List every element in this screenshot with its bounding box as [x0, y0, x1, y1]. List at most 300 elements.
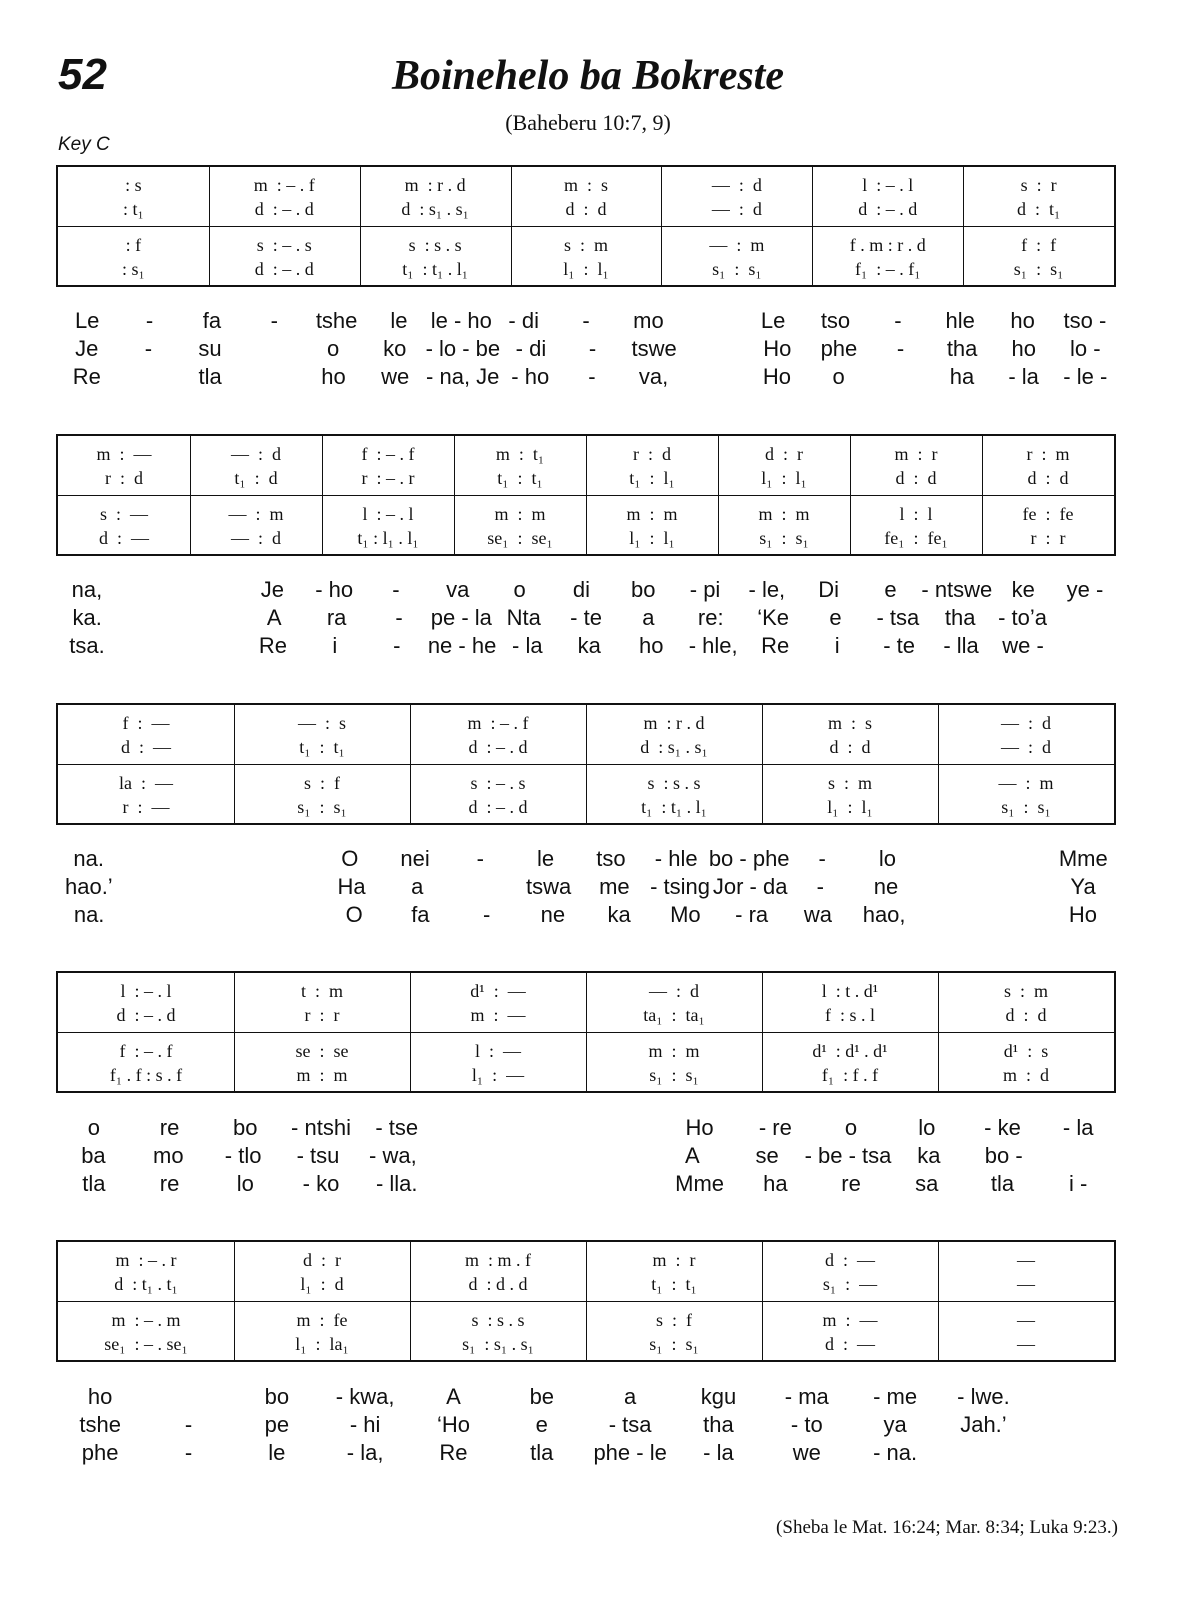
note-cell: s : f [304, 773, 340, 793]
verse-1-line [56, 307, 1116, 335]
verse-1-line [56, 845, 1116, 873]
lyric-syllable [241, 363, 303, 391]
note-cell: m : m [758, 504, 810, 524]
note-cell: d¹ : — [470, 981, 526, 1001]
lyric-syllable: tswa [526, 874, 572, 899]
note-cell: l : l [899, 504, 933, 524]
lyric-syllable: - [482, 902, 491, 927]
verse-1-line [56, 1114, 1116, 1142]
lyric-syllable: - tse [375, 1115, 419, 1140]
note-cell: l₁ : — [471, 1065, 525, 1085]
note-cell: m : — [96, 444, 152, 464]
lyric-syllable: ka [607, 902, 631, 927]
lyric-syllable [450, 873, 516, 901]
lyric-syllable: e [884, 577, 897, 602]
lyric-syllable: - [392, 577, 400, 602]
note-cell: fe₁ : fe₁ [884, 528, 948, 548]
lyric-syllable: ‘Ke [757, 605, 790, 630]
verse-3-line [56, 363, 1116, 391]
bass-notes [58, 1332, 1114, 1356]
lyric-syllable: - pi [689, 577, 721, 602]
lyric-syllable: re [841, 1171, 861, 1196]
note-cell: l₁ : la₁ [295, 1334, 349, 1354]
note-cell: d : — [824, 1250, 875, 1270]
note-cell: s : r [1020, 175, 1057, 195]
lyric-syllable: a [642, 605, 655, 630]
note-cell: r : r [304, 1005, 340, 1025]
note-cell: : f [125, 235, 142, 255]
note-cell: d : s₁ . s₁ [401, 199, 469, 219]
lyric-syllable: e [535, 1412, 548, 1437]
verse-2-line [56, 335, 1116, 363]
lyric-syllable: - [588, 364, 596, 389]
lyric-syllable: - na, Je [426, 364, 500, 389]
verse-3-line [56, 901, 1116, 929]
lyric-syllable: le [537, 846, 555, 871]
lyric-syllable [985, 873, 1051, 901]
lyric-syllable: Le [760, 308, 786, 333]
note-cell: d : d [1027, 468, 1069, 488]
verse-1-line [56, 1383, 1116, 1411]
note-cell: s : m [1003, 981, 1048, 1001]
lyric-syllable: - [816, 874, 824, 899]
note-cell: d : – . d [116, 1005, 176, 1025]
note-cell: f : f [1021, 235, 1057, 255]
lyric-syllable: - di [515, 336, 547, 361]
note-cell: la : — [119, 773, 173, 793]
lyric-syllable: Ho [763, 336, 792, 361]
note-cell: d : d [565, 199, 607, 219]
note-cell: m : r [894, 444, 938, 464]
music-system-5 [56, 1240, 1116, 1362]
lyrics-block-1 [56, 307, 1116, 391]
lyric-syllable: - na. [873, 1440, 918, 1465]
lyric-syllable [869, 363, 931, 391]
lyric-syllable [684, 363, 746, 391]
lyric-syllable: - be - tsa [804, 1143, 892, 1168]
note-cell: se : se [295, 1041, 349, 1061]
lyric-syllable: we [381, 364, 410, 389]
note-cell: f . m : r . d [849, 235, 926, 255]
lyric-syllable: Ha [337, 874, 366, 899]
note-cell: l₁ : l₁ [761, 468, 807, 488]
lyric-syllable [118, 363, 180, 391]
lyric-syllable: phe [820, 336, 858, 361]
lyric-syllable [919, 873, 985, 901]
lyric-syllable: mo [153, 1143, 184, 1168]
note-cell: s₁ : s₁ . s₁ [462, 1334, 534, 1354]
note-cell: s : f [656, 1310, 692, 1330]
lyric-syllable: A [684, 1143, 700, 1168]
lyric-syllable: na. [73, 846, 104, 871]
note-cell: m : — [470, 1005, 526, 1025]
lyric-syllable: - te [883, 633, 915, 658]
lyric-syllable: phe [81, 1440, 119, 1465]
lyric-syllable: Ya [1070, 874, 1096, 899]
lyric-syllable: - la, [346, 1440, 384, 1465]
lyric-syllable: - tsa [608, 1412, 652, 1437]
note-cell: — [1017, 1310, 1035, 1330]
note-cell: r : r [1030, 528, 1066, 548]
note-cell: r : d [633, 444, 671, 464]
lyric-syllable: tshe [79, 1412, 121, 1437]
lyric-syllable: fa [411, 902, 430, 927]
footer-reference: (Sheba le Mat. 16:24; Mar. 8:34; Luka 9:23.) [776, 1517, 1118, 1538]
lyric-syllable: A [446, 1384, 461, 1409]
alto-notes [58, 197, 1114, 221]
tenor-notes [58, 233, 1114, 257]
verse-2-line [56, 604, 1116, 632]
music-system-3 [56, 703, 1116, 825]
lyric-syllable [189, 901, 255, 929]
lyric-syllable [181, 604, 243, 632]
lyric-syllable: re [159, 1171, 180, 1196]
note-cell: d : – . d [468, 797, 528, 817]
note-cell: l₁ : l₁ [827, 797, 873, 817]
lyric-syllable: - ntshi [291, 1115, 351, 1140]
lyric-syllable [180, 576, 242, 604]
note-cell: m : – . f [253, 175, 315, 195]
lyric-syllable: - [582, 308, 590, 333]
note-cell: t₁ : l₁ . l₁ [357, 528, 419, 548]
scripture-reference: (Baheberu 10:7, 9) [505, 110, 671, 135]
lyric-syllable: - ko [302, 1171, 340, 1196]
lyric-syllable: a [624, 1384, 637, 1409]
lyric-syllable: O [345, 902, 363, 927]
note-cell: s₁ : — [822, 1274, 878, 1294]
lyrics-block-2 [56, 576, 1116, 660]
note-cell: — : d [230, 444, 281, 464]
note-cell: — : m [709, 235, 765, 255]
note-cell: s : m [564, 235, 609, 255]
note-cell: f₁ : f . f [821, 1065, 879, 1085]
tenor-notes [58, 502, 1114, 526]
verse-2-line [56, 1411, 1116, 1439]
lyric-syllable [180, 632, 242, 660]
lyric-syllable: le [390, 308, 408, 333]
note-cell: — : m [228, 504, 284, 524]
lyric-syllable: Jah.’ [960, 1412, 1007, 1437]
lyric-syllable: hao, [862, 902, 906, 927]
lyric-syllable [939, 1439, 1027, 1467]
lyric-syllable [984, 901, 1050, 929]
lyric-syllable: - wa, [369, 1143, 417, 1168]
lyric-syllable: i - [1069, 1171, 1088, 1196]
lyric-syllable: - la [512, 633, 543, 658]
lyric-syllable: phe - le [593, 1440, 667, 1465]
lyric-syllable: - ra [735, 902, 769, 927]
lyric-syllable: - [588, 336, 597, 361]
lyric-syllable: bo [630, 577, 656, 602]
note-cell: — [1017, 1274, 1035, 1294]
note-cell: m : d [1002, 1065, 1049, 1085]
verse-3-line [56, 632, 1116, 660]
lyric-syllable: Mme [1058, 846, 1108, 871]
note-cell: m : t₁ [495, 444, 545, 464]
note-cell: t₁ : d [234, 468, 278, 488]
music-system-4 [56, 971, 1116, 1093]
tenor-notes [58, 771, 1114, 795]
note-cell: d : d [829, 737, 871, 757]
lyric-syllable: e [829, 605, 842, 630]
note-cell: m : fe [296, 1310, 348, 1330]
lyric-syllable [435, 1114, 511, 1142]
soprano-notes [58, 1248, 1114, 1272]
note-cell: s₁ : s₁ [297, 797, 347, 817]
lyric-syllable: re: [697, 605, 724, 630]
note-cell: d : r [303, 1250, 341, 1270]
note-cell: — : d [1000, 713, 1051, 733]
note-cell: — : d [711, 199, 762, 219]
lyric-syllable [435, 1170, 511, 1198]
lyric-syllable: Je [75, 336, 99, 361]
lyric-syllable: bo - phe [708, 846, 790, 871]
lyric-syllable: tso [820, 308, 851, 333]
verse-2-line [56, 1142, 1116, 1170]
tenor-notes [58, 1308, 1114, 1332]
lyric-syllable: - tsing [650, 874, 710, 899]
lyric-syllable: tla [530, 1440, 554, 1465]
lyric-syllable: - ho [315, 577, 354, 602]
note-cell: f : – . f [361, 444, 415, 464]
lyric-syllable: ra [326, 605, 347, 630]
note-cell: — : d [1000, 737, 1051, 757]
note-cell: — [1017, 1334, 1035, 1354]
lyric-syllable: lo [918, 1115, 936, 1140]
staff-divider [58, 226, 1114, 227]
note-cell: s : m [827, 773, 872, 793]
note-cell: d : – . d [254, 259, 314, 279]
note-cell: m : r . d [643, 713, 705, 733]
verse-3-line [56, 1170, 1116, 1198]
lyric-syllable: - le, [748, 577, 786, 602]
lyric-syllable: - di [508, 308, 539, 333]
lyric-syllable: Je [260, 577, 284, 602]
note-cell: l : t . d¹ [821, 981, 879, 1001]
lyric-syllable: O [341, 846, 359, 871]
lyric-syllable [187, 873, 253, 901]
lyric-syllable [118, 576, 180, 604]
note-cell: s₁ : s₁ [1001, 797, 1051, 817]
lyric-syllable: tso - [1063, 308, 1107, 333]
note-cell: — [1017, 1250, 1035, 1270]
note-cell: m : s [827, 713, 872, 733]
lyric-syllable: - ke [984, 1115, 1021, 1140]
music-system-2 [56, 434, 1116, 556]
lyric-syllable: di [572, 577, 590, 602]
note-cell: f : s . l [824, 1005, 875, 1025]
lyrics-block-4 [56, 1114, 1116, 1198]
lyric-syllable [122, 873, 188, 901]
lyric-syllable: me [599, 874, 630, 899]
note-cell: t₁ : t₁ . l₁ [641, 797, 707, 817]
lyric-syllable [144, 1383, 232, 1411]
lyric-syllable: - ntswe [921, 577, 993, 602]
lyric-syllable: lo [878, 846, 897, 871]
note-cell: d¹ : s [1003, 1041, 1049, 1061]
note-cell: s : s . s [647, 773, 701, 793]
note-cell: t₁ : t₁ [651, 1274, 697, 1294]
lyric-syllable: ha [763, 1171, 788, 1196]
alto-notes [58, 466, 1114, 490]
note-cell: s : – . s [470, 773, 526, 793]
lyric-syllable: bo [264, 1384, 290, 1409]
lyric-syllable: o [513, 577, 526, 602]
note-cell: m : r [652, 1250, 696, 1270]
lyric-syllable: fa [202, 308, 222, 333]
lyric-syllable [118, 632, 180, 660]
lyric-syllable: se [755, 1143, 779, 1168]
lyric-syllable [586, 1114, 662, 1142]
note-cell: d : t₁ . t₁ [114, 1274, 178, 1294]
lyric-syllable: i [332, 633, 338, 658]
lyric-syllable: tshe [315, 308, 358, 333]
soprano-notes [58, 711, 1114, 735]
lyric-syllable [118, 604, 180, 632]
note-cell: l : — [474, 1041, 521, 1061]
note-cell: f : – . f [119, 1041, 173, 1061]
lyric-syllable: be [529, 1384, 555, 1409]
lyric-syllable: Jor - da [712, 874, 788, 899]
lyric-syllable: - [145, 308, 154, 333]
lyric-syllable: - te [570, 605, 602, 630]
note-cell: — : s [297, 713, 346, 733]
bass-notes [58, 1063, 1114, 1087]
note-cell: d : s₁ . s₁ [640, 737, 708, 757]
lyric-syllable: - la [1008, 364, 1039, 389]
note-cell: f₁ : – . f₁ [854, 259, 921, 279]
note-cell: s : – . s [256, 235, 312, 255]
note-cell: t : m [300, 981, 343, 1001]
lyric-syllable: Le [74, 308, 100, 333]
lyric-syllable: bo - [984, 1143, 1023, 1168]
note-cell: s₁ : s₁ [759, 528, 809, 548]
note-cell: : s₁ [122, 259, 145, 279]
note-cell: fe : fe [1022, 504, 1074, 524]
lyric-syllable: - [270, 308, 278, 333]
tenor-notes [58, 1039, 1114, 1063]
note-cell: s₁ : s₁ [649, 1065, 699, 1085]
lyric-syllable [1041, 1142, 1116, 1170]
lyric-syllable: i [834, 633, 840, 658]
lyric-syllable: ba [81, 1143, 106, 1168]
lyric-syllable [1028, 1411, 1116, 1439]
lyric-syllable: sa [915, 1171, 939, 1196]
note-cell: r : d [105, 468, 143, 488]
lyric-syllable: - [818, 846, 826, 871]
lyric-syllable: - [144, 336, 153, 361]
lyric-syllable: ho [1010, 308, 1035, 333]
lyric-syllable: Re [439, 1440, 468, 1465]
note-cell: — : m [998, 773, 1054, 793]
note-cell: f : — [122, 713, 170, 733]
lyric-syllable [1054, 632, 1116, 660]
note-cell: d : d . d [468, 1274, 528, 1294]
lyric-syllable: ne [873, 874, 899, 899]
note-cell: m : — [822, 1310, 878, 1330]
lyric-syllable: A [266, 605, 282, 630]
alto-notes [58, 1003, 1114, 1027]
verse-1-line [56, 576, 1116, 604]
note-cell: d : r [765, 444, 803, 464]
lyric-syllable: ke [1011, 577, 1035, 602]
note-cell: m : s [564, 175, 609, 195]
lyric-syllable: nei [400, 846, 430, 871]
note-cell: : s [125, 175, 142, 195]
lyric-syllable [241, 335, 303, 363]
lyric-syllable: - [476, 846, 484, 871]
alto-notes [58, 735, 1114, 759]
lyric-syllable: o [327, 336, 340, 361]
note-cell: t₁ : t₁ . l₁ [402, 259, 469, 279]
lyric-syllable: pe [264, 1412, 290, 1437]
soprano-notes [58, 979, 1114, 1003]
lyric-syllable [505, 1142, 580, 1170]
lyric-syllable: ne [540, 902, 566, 927]
note-cell: m : m [494, 504, 546, 524]
lyric-syllable [253, 873, 319, 901]
lyric-syllable [510, 1114, 586, 1142]
lyric-syllable: ka [577, 633, 601, 658]
note-cell: r : — [122, 797, 170, 817]
lyric-syllable: mo [633, 308, 664, 333]
lyric-syllable: va [446, 577, 470, 602]
note-cell: m : m [648, 1041, 700, 1061]
lyric-syllable [580, 1142, 655, 1170]
lyric-syllable: wa [803, 902, 832, 927]
lyric-syllable: kgu [700, 1384, 737, 1409]
lyric-syllable: tha [703, 1412, 734, 1437]
lyric-syllable: re [159, 1115, 180, 1140]
lyric-syllable: - to’a [998, 605, 1048, 630]
note-cell: t₁ : t₁ [299, 737, 345, 757]
note-cell: s : s . s [408, 235, 462, 255]
lyric-syllable: - [184, 1412, 193, 1437]
lyric-syllable: - la [1062, 1115, 1094, 1140]
lyric-syllable [122, 901, 188, 929]
lyric-syllable: lo [236, 1171, 254, 1196]
note-cell: m : m . f [465, 1250, 531, 1270]
lyric-syllable [680, 307, 742, 335]
lyric-syllable: le [268, 1440, 286, 1465]
lyric-syllable: tha [944, 605, 976, 630]
note-cell: m : – . r [115, 1250, 177, 1270]
lyric-syllable: a [411, 874, 424, 899]
lyric-syllable: tso [596, 846, 626, 871]
note-cell: — : d [230, 528, 281, 548]
note-cell: : t₁ [123, 199, 144, 219]
lyric-syllable: - hle [654, 846, 698, 871]
hymn-number: 52 [58, 50, 107, 99]
lyric-syllable: o [844, 1115, 858, 1140]
note-cell: d : — [120, 737, 171, 757]
lyric-syllable: - re [758, 1115, 792, 1140]
note-cell: se₁ : – . se₁ [104, 1334, 188, 1354]
note-cell: m : – . m [111, 1310, 181, 1330]
lyric-syllable: tswe [631, 336, 677, 361]
lyric-syllable: ka [917, 1143, 941, 1168]
lyric-syllable [1028, 1439, 1116, 1467]
lyric-syllable: Mo [670, 902, 701, 927]
note-cell: d : – . d [254, 199, 314, 219]
lyric-syllable: ho [321, 364, 346, 389]
lyric-syllable: - hi [349, 1412, 381, 1437]
lyric-syllable: na, [71, 577, 103, 602]
hymn-title: Boinehelo ba Bokreste [391, 53, 784, 99]
lyric-syllable [586, 1170, 662, 1198]
note-cell: s : — [99, 504, 148, 524]
lyric-syllable: o [832, 364, 845, 389]
